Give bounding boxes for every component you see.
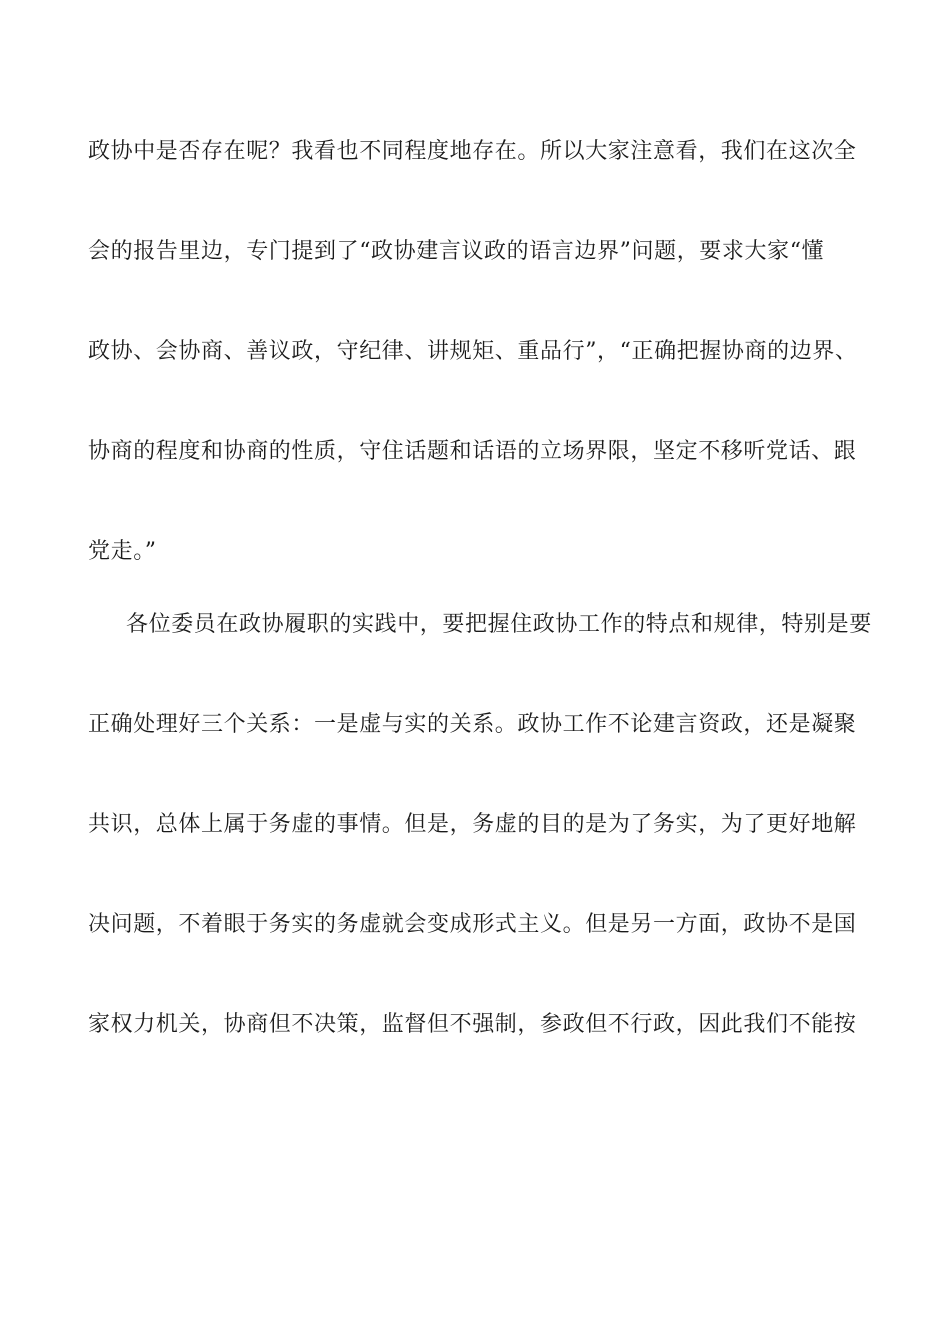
paragraph-line: 协商的程度和协商的性质，守住话题和话语的立场界限，坚定不移听党话、跟 — [88, 439, 857, 464]
paragraph-line: 各位委员在政协履职的实践中，要把握住政协工作的特点和规律，特别是要 — [126, 612, 872, 637]
paragraph-line: 党走。” — [88, 539, 157, 564]
paragraph-line: 正确处理好三个关系：一是虚与实的关系。政协工作不论建言资政，还是凝聚 — [88, 712, 857, 737]
paragraph-line: 会的报告里边，专门提到了“政协建言议政的语言边界”问题，要求大家“懂 — [88, 239, 825, 264]
paragraph-line: 政协、会协商、善议政，守纪律、讲规矩、重品行”，“正确把握协商的边界、 — [88, 339, 858, 364]
paragraph-line: 家权力机关，协商但不决策，监督但不强制，参政但不行政，因此我们不能按 — [88, 1012, 857, 1037]
paragraph-line: 政协中是否存在呢？我看也不同程度地存在。所以大家注意看，我们在这次全 — [88, 139, 857, 164]
paragraph-line: 决问题，不着眼于务实的务虚就会变成形式主义。但是另一方面，政协不是国 — [88, 912, 857, 937]
paragraph-line: 共识，总体上属于务虚的事情。但是，务虚的目的是为了务实，为了更好地解 — [88, 812, 857, 837]
